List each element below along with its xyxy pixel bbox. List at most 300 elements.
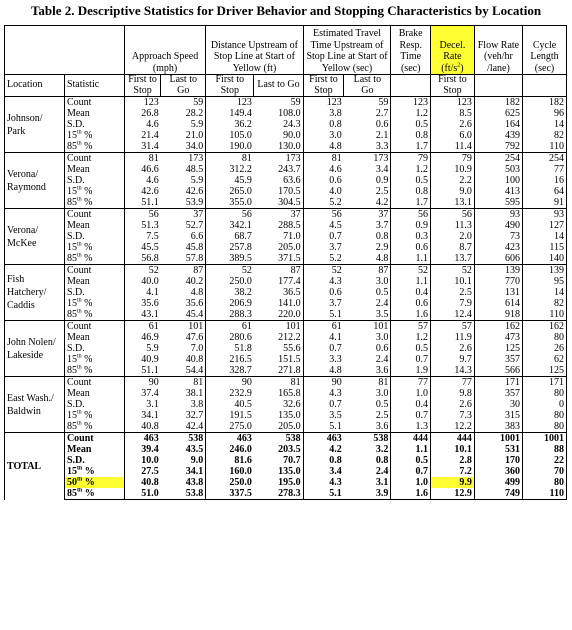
- ordinal-suffix: th: [76, 488, 83, 494]
- table-row: [5, 343, 567, 354]
- data-cell: 26.8: [124, 108, 160, 119]
- data-cell: 3.0: [303, 130, 344, 141]
- statistic-label: 85th %: [64, 421, 124, 433]
- data-cell: 463: [206, 433, 254, 445]
- data-cell: 304.5: [278, 197, 301, 208]
- data-cell: 125: [523, 365, 567, 377]
- data-cell: 195.0: [278, 477, 301, 488]
- subheader-flow-blank: [474, 75, 522, 97]
- statistic-label: Count: [64, 377, 124, 389]
- data-cell: 9.0: [430, 186, 474, 197]
- data-cell: 101: [344, 321, 391, 333]
- data-cell: 792: [474, 141, 522, 153]
- data-cell: 3.0: [375, 388, 389, 399]
- data-cell: 0.8: [375, 455, 389, 466]
- data-cell: 4.2: [303, 444, 344, 455]
- data-cell: 0.7: [391, 410, 431, 421]
- ordinal-suffix: th: [76, 197, 82, 203]
- location-cell: TOTAL: [5, 433, 65, 500]
- data-cell: 271.8: [278, 365, 301, 376]
- data-cell: 3.0: [375, 276, 389, 287]
- data-cell: 80: [523, 410, 567, 421]
- statistic-label: Mean: [64, 220, 124, 231]
- data-cell: 9.8: [430, 388, 474, 399]
- data-cell: 16: [523, 175, 567, 186]
- data-cell: 24.3: [283, 119, 301, 130]
- data-cell: 56.8: [124, 253, 160, 265]
- data-cell: 538: [254, 433, 303, 445]
- table-row: [5, 298, 567, 309]
- data-cell: 52: [391, 265, 431, 277]
- data-cell: 0.8: [375, 231, 389, 242]
- data-cell: 232.9: [206, 388, 254, 399]
- data-cell: 21.0: [185, 130, 204, 141]
- data-cell: 43.8: [185, 477, 204, 488]
- statistic-label: Mean: [64, 444, 124, 455]
- header-distance: Distance Upstream of Stop Line at Start of Yellow (ft): [206, 26, 303, 75]
- data-cell: 246.0: [206, 444, 254, 455]
- statistic-label: 15th %: [64, 130, 124, 141]
- data-cell: 13.7: [430, 253, 474, 265]
- data-cell: 0.7: [391, 354, 431, 365]
- data-cell: 34.1: [185, 466, 204, 477]
- data-cell: 40.9: [124, 354, 160, 365]
- data-cell: 254: [474, 153, 522, 165]
- ordinal-suffix: th: [76, 410, 82, 416]
- ordinal-suffix: th: [76, 242, 82, 248]
- header-decel-line1: Decel.: [439, 39, 466, 51]
- header-decel-rate: [430, 26, 474, 75]
- data-cell: 110: [523, 488, 567, 500]
- data-cell: 43.1: [124, 309, 160, 321]
- statistic-label: S.D.: [64, 231, 124, 242]
- data-cell: 0.5: [391, 343, 431, 354]
- data-cell: 115: [523, 242, 567, 253]
- data-cell: 0.5: [391, 119, 431, 130]
- data-cell: 10.9: [430, 164, 474, 175]
- statistic-label: 15th %: [64, 186, 124, 197]
- table-row: [5, 477, 567, 488]
- statistic-label: 85th %: [64, 253, 124, 265]
- table-row: [5, 287, 567, 298]
- statistic-label: Count: [64, 265, 124, 277]
- header-brake-response: Brake Resp. Time (sec): [391, 26, 431, 75]
- data-cell: 35.6: [124, 298, 160, 309]
- statistic-label: 15th %: [64, 466, 124, 477]
- statistic-label: Count: [64, 321, 124, 333]
- ordinal-suffix: th: [76, 466, 83, 472]
- table-row: [5, 164, 567, 175]
- data-cell: 205.0: [278, 242, 301, 253]
- data-cell: 280.6: [206, 332, 254, 343]
- data-cell: 57.8: [185, 253, 204, 264]
- data-cell: 71.0: [283, 231, 301, 242]
- data-cell: 2.7: [375, 108, 389, 119]
- data-cell: 14: [523, 119, 567, 130]
- data-cell: 57: [391, 321, 431, 333]
- data-cell: 288.3: [206, 309, 254, 321]
- data-cell: 389.5: [206, 253, 254, 265]
- data-cell: 56: [124, 209, 160, 221]
- data-cell: 14.3: [430, 365, 474, 377]
- data-cell: 139: [523, 265, 567, 277]
- data-cell: 40.2: [185, 276, 204, 287]
- data-cell: 52: [303, 265, 344, 277]
- table-title: Table 2. Descriptive Statistics for Driver Behavior and Stopping Characteristics by Location: [30, 3, 542, 18]
- data-cell: 770: [474, 276, 522, 287]
- data-cell: 0.6: [303, 287, 344, 298]
- statistic-label: Count: [64, 97, 124, 109]
- data-cell: 4.6: [303, 164, 344, 175]
- data-cell: 5.2: [303, 197, 344, 209]
- data-cell: 162: [474, 321, 522, 333]
- data-cell: 423: [474, 242, 522, 253]
- data-cell: 0.5: [391, 455, 431, 466]
- data-cell: 3.0: [375, 332, 389, 343]
- data-cell: 123: [124, 97, 160, 109]
- data-cell: 90: [206, 377, 254, 389]
- table-row: [5, 220, 567, 231]
- data-cell: 3.4: [303, 466, 344, 477]
- statistic-label: S.D.: [64, 343, 124, 354]
- header-flow-rate: Flow Rate (veh/hr /lane): [474, 26, 522, 75]
- data-cell: 34.1: [124, 410, 160, 421]
- data-cell: 35.6: [185, 298, 204, 309]
- statistic-label: S.D.: [64, 455, 124, 466]
- subheader-last-to-go: Last to Go: [344, 75, 391, 97]
- data-cell: 162: [523, 321, 567, 333]
- data-cell: 1.2: [391, 332, 431, 343]
- statistic-label: Mean: [64, 332, 124, 343]
- data-cell: 2.0: [430, 231, 474, 242]
- data-cell: 11.9: [430, 332, 474, 343]
- data-cell: 5.1: [303, 421, 344, 433]
- data-cell: 101: [254, 321, 303, 333]
- data-cell: 220.0: [278, 309, 301, 320]
- data-cell: 57: [430, 321, 474, 333]
- data-cell: 40.5: [206, 399, 254, 410]
- table-row: [5, 444, 567, 455]
- data-cell: 61: [124, 321, 160, 333]
- data-cell: 190.0: [206, 141, 254, 153]
- table-row: [5, 455, 567, 466]
- data-cell: 5.1: [303, 488, 344, 500]
- data-cell: 123: [303, 97, 344, 109]
- data-cell: 173: [344, 153, 391, 165]
- subheader-cycle-blank: [523, 75, 567, 97]
- header-decel-unit-sup: 2: [457, 62, 461, 69]
- subheader-last-to-go: Last to Go: [254, 75, 303, 97]
- location-cell: East Wash./ Baldwin: [5, 377, 65, 433]
- header-travel-time: Estimated Travel Time Upstream of Stop Line at Start of Yellow (sec): [303, 26, 391, 75]
- data-cell: 191.5: [206, 410, 254, 421]
- data-cell: 12.2: [430, 421, 474, 433]
- data-cell: 0.5: [375, 399, 389, 410]
- data-cell: 371.5: [278, 253, 301, 264]
- location-cell: Fish Hatchery/ Caddis: [5, 265, 65, 321]
- data-cell: 3.6: [375, 421, 389, 432]
- data-cell: 45.4: [185, 309, 204, 320]
- table-row: [5, 433, 567, 445]
- ordinal-suffix: th: [76, 253, 82, 259]
- data-cell: 9.0: [190, 455, 204, 466]
- data-cell: 0.5: [391, 175, 431, 186]
- data-cell: 5.2: [303, 253, 344, 265]
- data-cell: 4.6: [124, 119, 160, 130]
- descriptive-statistics-table: [4, 25, 567, 500]
- data-cell: 165.8: [278, 388, 301, 399]
- data-cell: 54.4: [185, 365, 204, 376]
- data-cell: 77: [430, 377, 474, 389]
- ordinal-suffix: th: [76, 477, 83, 483]
- table-row: [5, 119, 567, 130]
- data-cell: 31.4: [124, 141, 160, 153]
- data-cell: 22: [523, 455, 567, 466]
- data-cell: 82: [523, 298, 567, 309]
- data-cell: 45.8: [185, 242, 204, 253]
- data-cell: 0.6: [391, 242, 431, 253]
- data-cell: 0.9: [375, 175, 389, 186]
- data-cell: 749: [474, 488, 522, 500]
- table-row: [5, 377, 567, 389]
- table-row: [5, 253, 567, 265]
- data-cell: 4.2: [375, 197, 389, 208]
- data-cell: 27.5: [124, 466, 160, 477]
- table-body: [5, 97, 567, 500]
- data-cell: 254: [523, 153, 567, 165]
- data-cell: 48.5: [185, 164, 204, 175]
- data-cell: 4.8: [303, 141, 344, 153]
- data-cell: 4.8: [190, 287, 204, 298]
- data-cell: 182: [474, 97, 522, 109]
- data-cell: 566: [474, 365, 522, 377]
- data-cell: 1001: [474, 433, 522, 445]
- data-cell: 0.8: [391, 130, 431, 141]
- data-cell: 53.9: [185, 197, 204, 208]
- data-cell: 243.7: [278, 164, 301, 175]
- data-cell: 14: [523, 287, 567, 298]
- data-cell: 80: [523, 421, 567, 433]
- table-row: [5, 354, 567, 365]
- data-cell: 1.7: [391, 141, 431, 153]
- table-row: [5, 332, 567, 343]
- data-cell: 70.7: [283, 455, 301, 466]
- data-cell: 105.0: [206, 130, 254, 141]
- data-cell: 40.8: [124, 477, 160, 488]
- data-cell: 36.5: [283, 287, 301, 298]
- data-cell: 135.0: [278, 410, 301, 421]
- data-cell: 81: [254, 377, 303, 389]
- data-cell: 82: [523, 130, 567, 141]
- table-row: [5, 399, 567, 410]
- ordinal-suffix: th: [76, 186, 82, 192]
- statistic-label: 85th %: [64, 197, 124, 209]
- table-row: [5, 97, 567, 109]
- subheader-first-to-stop: First to Stop: [206, 75, 254, 97]
- data-cell: 328.7: [206, 365, 254, 377]
- data-cell: 68.7: [206, 231, 254, 242]
- data-cell: 0.9: [391, 220, 431, 231]
- data-cell: 10.1: [430, 444, 474, 455]
- data-cell: 312.2: [206, 164, 254, 175]
- data-cell: 205.0: [278, 421, 301, 432]
- data-cell: 140: [523, 253, 567, 265]
- statistic-label: 85th %: [64, 141, 124, 153]
- data-cell: 12.9: [430, 488, 474, 500]
- table-row: [5, 209, 567, 221]
- data-cell: 171: [523, 377, 567, 389]
- data-cell: 56: [206, 209, 254, 221]
- ordinal-suffix: th: [76, 141, 82, 147]
- data-cell: 45.9: [206, 175, 254, 186]
- data-cell: 3.1: [124, 399, 160, 410]
- data-cell: 212.2: [278, 332, 301, 343]
- data-cell: 52: [430, 265, 474, 277]
- data-cell: 625: [474, 108, 522, 119]
- data-cell: 38.1: [185, 388, 204, 399]
- data-cell: 439: [474, 130, 522, 141]
- data-cell: 4.8: [375, 253, 389, 264]
- statistic-label: Count: [64, 433, 124, 445]
- data-cell: 0.7: [303, 399, 344, 410]
- data-cell: 77: [523, 164, 567, 175]
- data-cell: 1.0: [391, 388, 431, 399]
- data-cell: 1.6: [391, 488, 431, 500]
- data-cell: 473: [474, 332, 522, 343]
- data-cell: 3.2: [375, 444, 389, 455]
- table-row: [5, 130, 567, 141]
- table-row: [5, 276, 567, 287]
- data-cell: 64: [523, 186, 567, 197]
- data-cell: 1.6: [391, 309, 431, 321]
- table-row: [5, 141, 567, 153]
- table-row: [5, 265, 567, 277]
- data-cell: 101: [161, 321, 206, 333]
- data-cell: 2.6: [430, 119, 474, 130]
- data-cell: 141.0: [278, 298, 301, 309]
- statistic-label: Count: [64, 209, 124, 221]
- data-cell: 4.6: [124, 175, 160, 186]
- data-cell: 10.1: [430, 276, 474, 287]
- header-statistic: Statistic: [64, 75, 124, 97]
- data-cell: 0.6: [303, 175, 344, 186]
- data-cell: 46.9: [124, 332, 160, 343]
- data-cell: 170.5: [278, 186, 301, 197]
- data-cell: 5.9: [190, 119, 204, 130]
- data-cell: 37: [161, 209, 206, 221]
- data-cell: 503: [474, 164, 522, 175]
- data-cell: 52: [124, 265, 160, 277]
- data-cell: 4.5: [303, 220, 344, 231]
- data-cell: 0.8: [303, 119, 344, 130]
- data-cell: 1.1: [391, 276, 431, 287]
- data-cell: 3.3: [303, 354, 344, 365]
- data-cell: 2.6: [430, 343, 474, 354]
- data-cell: 614: [474, 298, 522, 309]
- table-row: [5, 231, 567, 242]
- data-cell: 80: [523, 332, 567, 343]
- data-cell: 0.6: [375, 119, 389, 130]
- data-cell: 203.5: [278, 444, 301, 455]
- subheader-first-to-stop: First to Stop: [303, 75, 344, 97]
- data-cell: 61: [206, 321, 254, 333]
- data-cell: 37: [344, 209, 391, 221]
- data-cell: 4.1: [303, 332, 344, 343]
- data-cell: 26: [523, 343, 567, 354]
- statistic-label: S.D.: [64, 399, 124, 410]
- data-cell: 383: [474, 421, 522, 433]
- data-cell: 3.1: [375, 477, 389, 488]
- data-cell: 90.0: [283, 130, 301, 141]
- data-cell: 9.7: [430, 354, 474, 365]
- location-cell: Verona/ Raymond: [5, 153, 65, 209]
- data-cell: 2.6: [430, 399, 474, 410]
- statistic-label: 85th %: [64, 309, 124, 321]
- data-cell: 173: [161, 153, 206, 165]
- data-cell: 538: [344, 433, 391, 445]
- data-cell: 171: [474, 377, 522, 389]
- data-cell: 490: [474, 220, 522, 231]
- location-cell: John Nolen/ Lakeside: [5, 321, 65, 377]
- data-cell: 1.3: [391, 421, 431, 433]
- data-cell: 160.0: [206, 466, 254, 477]
- data-cell: 90: [303, 377, 344, 389]
- subheader-last-to-go: Last to Go: [161, 75, 206, 97]
- statistic-label: 85th %: [64, 488, 124, 500]
- data-cell: 0.6: [391, 298, 431, 309]
- data-cell: 59: [161, 97, 206, 109]
- data-cell: 37.4: [124, 388, 160, 399]
- header-location: Location: [5, 75, 65, 97]
- data-cell: 3.5: [375, 309, 389, 320]
- data-cell: 62: [523, 354, 567, 365]
- data-cell: 1001: [523, 433, 567, 445]
- subheader-first-to-stop: First to Stop: [124, 75, 160, 97]
- ordinal-suffix: th: [76, 365, 82, 371]
- data-cell: 100: [474, 175, 522, 186]
- table-row: [5, 365, 567, 377]
- data-cell: 93: [474, 209, 522, 221]
- table-row: [5, 421, 567, 433]
- data-cell: 11.4: [430, 141, 474, 153]
- data-cell: 10.0: [124, 455, 160, 466]
- data-cell: 4.3: [303, 477, 344, 488]
- data-cell: 0.7: [303, 231, 344, 242]
- data-cell: 14: [523, 231, 567, 242]
- ordinal-suffix: th: [76, 309, 82, 315]
- data-cell: 337.5: [206, 488, 254, 500]
- statistic-label: 15th %: [64, 242, 124, 253]
- data-cell: 3.7: [303, 242, 344, 253]
- data-cell: 7.3: [430, 410, 474, 421]
- data-cell: 45.5: [124, 242, 160, 253]
- statistic-label: Mean: [64, 388, 124, 399]
- data-cell: 47.6: [185, 332, 204, 343]
- ordinal-suffix: th: [76, 130, 82, 136]
- data-cell: 413: [474, 186, 522, 197]
- data-cell: 51.0: [124, 488, 160, 500]
- data-cell: 0.7: [303, 343, 344, 354]
- table-row: [5, 242, 567, 253]
- statistic-label: S.D.: [64, 287, 124, 298]
- data-cell: 3.4: [375, 164, 389, 175]
- data-cell: 51.8: [206, 343, 254, 354]
- data-cell: 70: [523, 466, 567, 477]
- data-cell: 77: [391, 377, 431, 389]
- data-cell: 6.0: [430, 130, 474, 141]
- data-cell: 0: [523, 399, 567, 410]
- statistic-label: Mean: [64, 276, 124, 287]
